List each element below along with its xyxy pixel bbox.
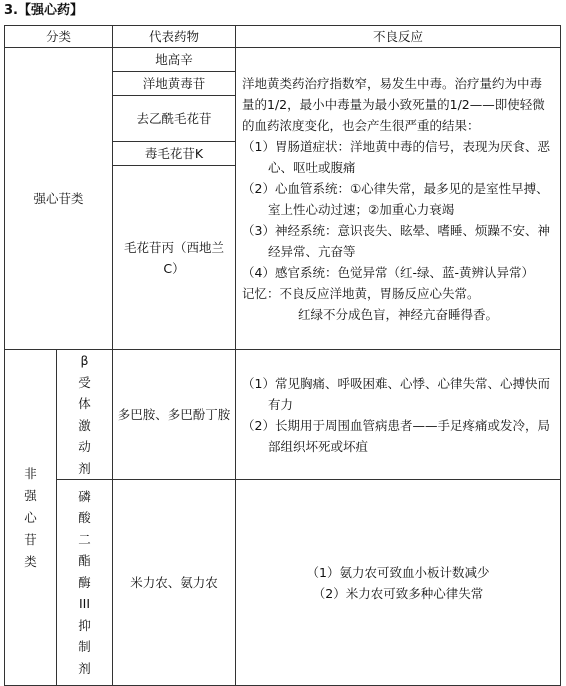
drug-strophanthin-k: 毒毛花苷K bbox=[113, 142, 236, 166]
drug-milrinone-amrinone: 米力农、氨力农 bbox=[113, 480, 236, 686]
drug-dopamine-dobutamine: 多巴胺、多巴酚丁胺 bbox=[113, 350, 236, 480]
table-row bbox=[5, 350, 561, 480]
category-non-cardiac-glycosides: 非强心苷类 bbox=[5, 350, 57, 686]
table-row bbox=[5, 48, 561, 72]
page-title: 3.【强心药】 bbox=[4, 3, 83, 18]
reaction-item: （3）神经系统：意识丧失、眩晕、嗜睡、烦躁不安、神经异常、亢奋等 bbox=[242, 222, 550, 259]
reactions-beta-agonists bbox=[236, 350, 561, 480]
reactions-cardiac-glycosides bbox=[236, 48, 561, 350]
header-drugs: 代表药物 bbox=[113, 26, 236, 48]
subcategory-beta-agonists: β受体激动剂 bbox=[57, 350, 113, 480]
reaction-intro: 洋地黄类药治疗指数窄，易发生中毒。治疗量约为中毒量的1/2，最小中毒量为最小致死量的1/2——即使轻微的血药浓度变化，也会产生很严重的结果： bbox=[242, 75, 545, 133]
reaction-item: （1）氨力农可致血小板计数减少 bbox=[306, 564, 490, 580]
memory-line: 记忆：不良反应洋地黄，胃肠反应心失常。 bbox=[242, 285, 480, 301]
table-row bbox=[5, 480, 561, 686]
drug-lanatoside-c: 毛花苷丙（西地兰C） bbox=[113, 166, 236, 350]
subcategory-pde3-inhibitors: 磷酸二酯酶III抑制剂 bbox=[57, 480, 113, 686]
header-row bbox=[5, 26, 561, 48]
drug-deslanoside: 去乙酰毛花苷 bbox=[113, 96, 236, 142]
reactions-pde3-inhibitors bbox=[236, 480, 561, 686]
header-category: 分类 bbox=[5, 26, 113, 48]
drug-digitoxin: 洋地黄毒苷 bbox=[113, 72, 236, 96]
reaction-item: （2）心血管系统：①心律失常，最多见的是室性早搏、室上性心动过速；②加重心力衰竭 bbox=[242, 180, 549, 217]
reaction-item: （2）长期用于周围血管病患者——手足疼痛或发冷，局部组织坏死或坏疽 bbox=[242, 417, 550, 454]
drug-digoxin: 地高辛 bbox=[113, 48, 236, 72]
category-cardiac-glycosides: 强心苷类 bbox=[5, 48, 113, 350]
reaction-item: （1）常见胸痛、呼吸困难、心悸、心律失常、心搏快而有力 bbox=[242, 375, 550, 412]
reaction-item: （2）米力农可致多种心律失常 bbox=[312, 585, 484, 601]
drug-table bbox=[4, 25, 561, 686]
reaction-item: （4）感官系统：色觉异常（红-绿、蓝-黄辨认异常） bbox=[242, 264, 534, 280]
header-reactions: 不良反应 bbox=[236, 26, 561, 48]
reaction-item: （1）胃肠道症状：洋地黄中毒的信号，表现为厌食、恶心、呕吐或腹痛 bbox=[242, 138, 550, 175]
memory-line: 红绿不分成色盲，神经亢奋睡得香。 bbox=[298, 306, 499, 322]
